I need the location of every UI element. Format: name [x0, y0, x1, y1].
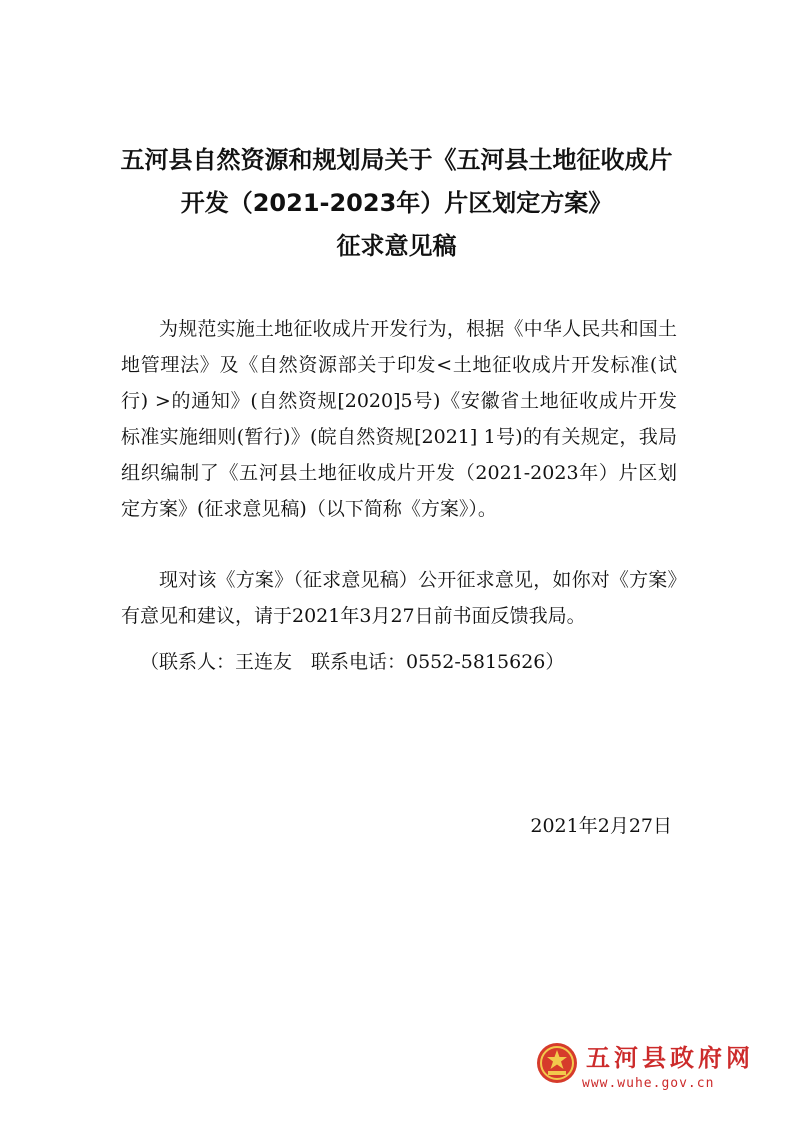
- watermark-site-name: 五河县政府网: [586, 1044, 754, 1072]
- document-date: 2021年2月27日: [530, 815, 672, 837]
- contact-line: （联系人：王连友 联系电话：0552-5815626）: [140, 651, 565, 673]
- body-paragraph-1: 为规范实施土地征收成片开发行为，根据《中华人民共和国土地管理法》及《自然资源部关于印发<土地征收成片开发标准(试行) >的通知》(自然资规[2020]5号)《安徽省土地征收成片开发标准实施细则(暂行)》(皖自然资规[2021] 1号)的有关规定，我局组织编制了《五河县土地征收成片开发（2021-2023年）片区划定方案》(征求意见稿)（以下简称《方案》）。: [121, 318, 677, 520]
- title-line-2: 开发（2021-2023年）片区划定方案》: [180, 189, 613, 217]
- site-watermark: [536, 1036, 756, 1106]
- watermark-url: www.wuhe.gov.cn: [582, 1076, 715, 1091]
- title-line-3: 征求意见稿: [336, 232, 457, 260]
- title-line-1: 五河县自然资源和规划局关于《五河县土地征收成片: [120, 146, 673, 174]
- national-emblem-icon: [536, 1042, 578, 1084]
- body-paragraph-2: 现对该《方案》（征求意见稿）公开征求意见，如你对《方案》有意见和建议，请于2021年3月27日前书面反馈我局。: [121, 569, 677, 627]
